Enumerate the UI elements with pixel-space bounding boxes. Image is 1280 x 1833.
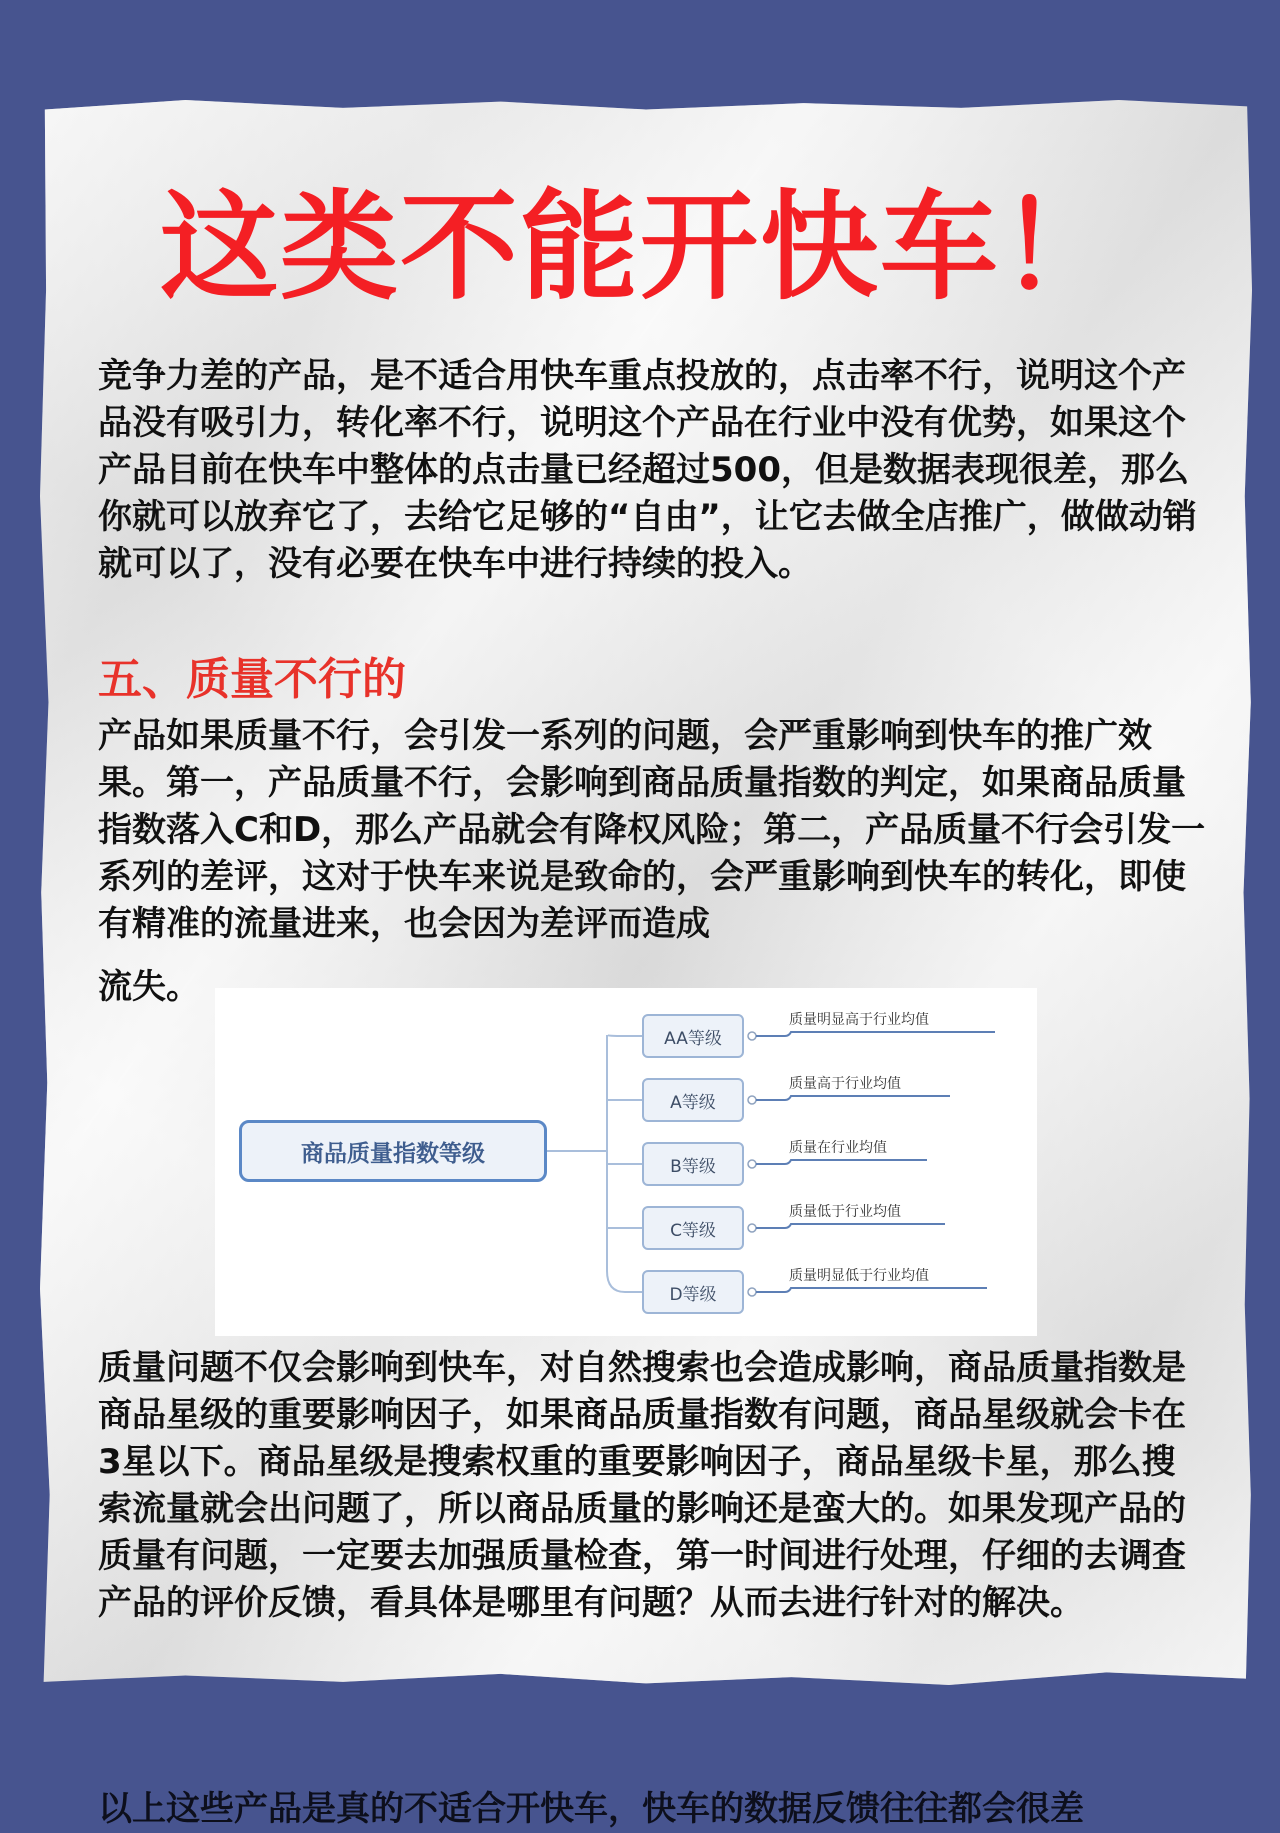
level-c: C等级 [642, 1206, 744, 1250]
section-body-tail: 流失。 [98, 967, 200, 1007]
desc-a: 质量高于行业均值 [789, 1076, 901, 1092]
quality-index-diagram [215, 988, 1037, 1336]
desc-dot-c [748, 1224, 756, 1232]
desc-dot-d [748, 1288, 756, 1296]
desc-b: 质量在行业均值 [789, 1140, 887, 1156]
level-d: D等级 [642, 1270, 744, 1314]
desc-aa: 质量明显高于行业均值 [789, 1012, 929, 1028]
desc-dot-a [748, 1096, 756, 1104]
desc-d: 质量明显低于行业均值 [789, 1268, 929, 1284]
section-paragraph [98, 713, 1208, 1011]
intro-paragraph: 竞争力差的产品，是不适合用快车重点投放的，点击率不行，说明这个产品没有吸引力，转化率不行，说明这个产品在行业中没有优势，如果这个产品目前在快车中整体的点击量已经超过500，但是数据表现很差，那么你就可以放弃它了，去给它足够的“自由”，让它去做全店推广，做做动销就可以了，没有必要在快车中进行持续的投入。 [98, 356, 1197, 584]
desc-c: 质量低于行业均值 [789, 1204, 901, 1220]
desc-dot-b [748, 1160, 756, 1168]
conclusion-paragraph: 质量问题不仅会影响到快车，对自然搜索也会造成影响，商品质量指数是商品星级的重要影响因子，如果商品质量指数有问题，商品星级就会卡在3星以下。商品星级是搜索权重的重要影响因子，商品星级卡星，那么搜索流量就会出问题了，所以商品质量的影响还是蛮大的。如果发现产品的质量有问题，一定要去加强质量检查，第一时间进行处理，仔细的去调查产品的评价反馈，看具体是哪里有问题？从而去进行针对的解决。 [98, 1348, 1186, 1623]
page-title: 这类不能开快车！ [159, 178, 1120, 316]
section-heading: 五、质量不行的 [98, 654, 406, 705]
connector-trunk [547, 1035, 607, 1271]
footer-text-partial: 以上这些产品是真的不适合开快车，快车的数据反馈往往都会很差 [98, 1789, 1084, 1829]
connector-d [607, 1271, 642, 1292]
section-body: 产品如果质量不行，会引发一系列的问题，会严重影响到快车的推广效果。第一，产品质量不行，会影响到商品质量指数的判定，如果商品质量指数落入C和D，那么产品就会有降权风险；第二，产品质量不行会引发一系列的差评，这对于快车来说是致命的，会严重影响到快车的转化，即使有精准的流量进来，也会因为差评而造成 [98, 716, 1206, 944]
connector-aa [607, 1035, 642, 1036]
level-aa: AA等级 [642, 1014, 744, 1058]
diagram-root: 商品质量指数等级 [239, 1120, 547, 1182]
level-a: A等级 [642, 1078, 744, 1122]
level-b: B等级 [642, 1142, 744, 1186]
desc-dot-aa [748, 1032, 756, 1040]
